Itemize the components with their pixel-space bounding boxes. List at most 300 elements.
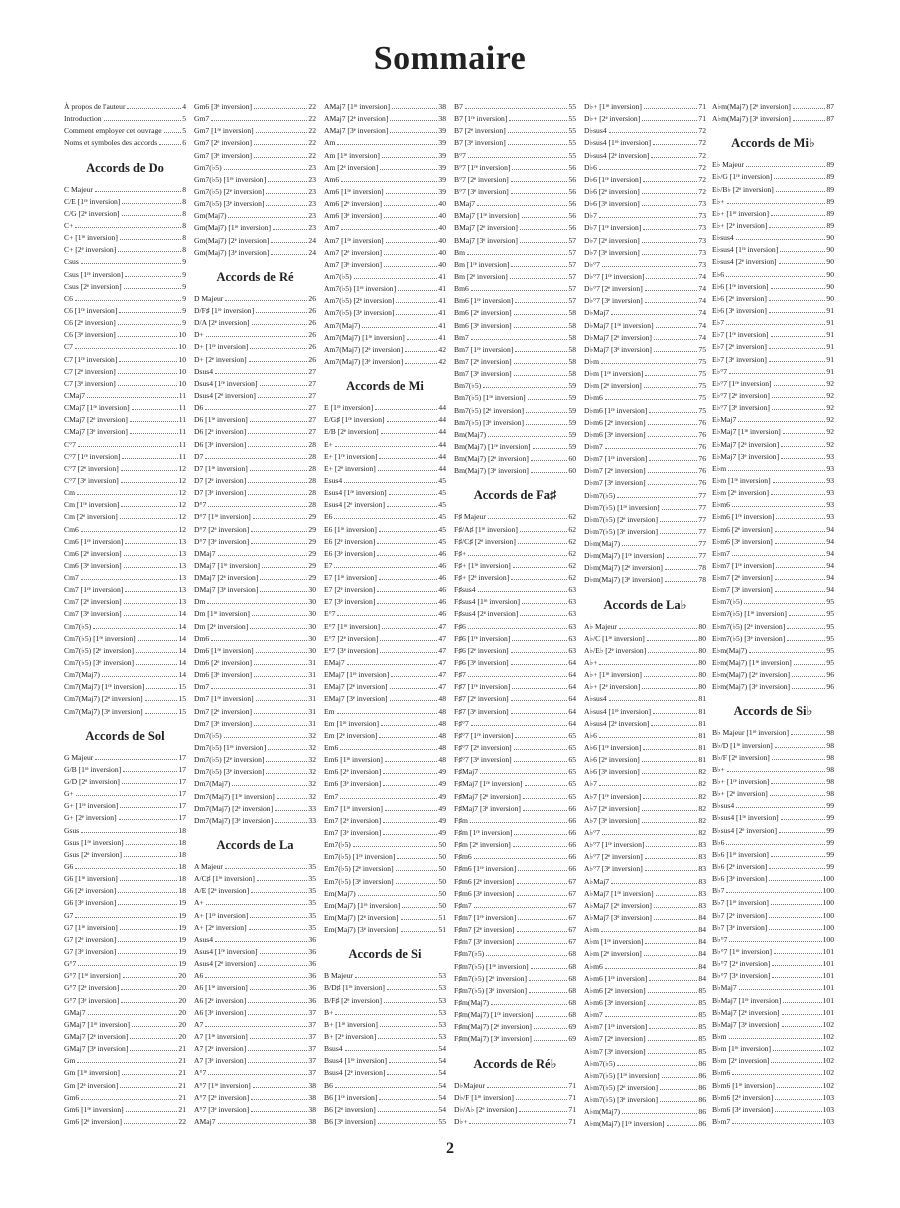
toc-entry[interactable]: [64, 1092, 186, 1104]
toc-entry[interactable]: [64, 439, 186, 451]
toc-entry[interactable]: [712, 208, 834, 220]
toc-entry[interactable]: [712, 1055, 834, 1067]
toc-entry[interactable]: [584, 356, 706, 368]
toc-entry[interactable]: [454, 536, 576, 548]
toc-entry[interactable]: [64, 463, 186, 475]
toc-entry[interactable]: [712, 958, 834, 970]
toc-entry[interactable]: [194, 922, 316, 934]
toc-entry[interactable]: [324, 766, 446, 778]
toc-entry[interactable]: [712, 681, 834, 693]
toc-entry[interactable]: [454, 876, 576, 888]
toc-entry[interactable]: [712, 970, 834, 982]
toc-entry[interactable]: [64, 293, 186, 305]
toc-entry[interactable]: [454, 693, 576, 705]
toc-entry[interactable]: [584, 574, 706, 586]
toc-entry[interactable]: [454, 608, 576, 620]
toc-entry[interactable]: [712, 946, 834, 958]
toc-entry[interactable]: [454, 235, 576, 247]
toc-entry[interactable]: [64, 873, 186, 885]
toc-entry[interactable]: [454, 888, 576, 900]
toc-entry[interactable]: [584, 235, 706, 247]
toc-entry[interactable]: [194, 1080, 316, 1092]
toc-entry[interactable]: [712, 439, 834, 451]
toc-entry[interactable]: [584, 150, 706, 162]
toc-entry[interactable]: [324, 1104, 446, 1116]
toc-entry[interactable]: [584, 332, 706, 344]
toc-entry[interactable]: [712, 269, 834, 281]
toc-entry[interactable]: [584, 162, 706, 174]
toc-entry[interactable]: [712, 171, 834, 183]
toc-entry[interactable]: [324, 295, 446, 307]
toc-entry[interactable]: [712, 727, 834, 739]
toc-entry[interactable]: [454, 392, 576, 404]
toc-entry[interactable]: [584, 997, 706, 1009]
toc-entry[interactable]: [584, 417, 706, 429]
toc-entry[interactable]: [194, 536, 316, 548]
toc-entry[interactable]: [64, 208, 186, 220]
toc-entry[interactable]: [712, 524, 834, 536]
toc-entry[interactable]: [454, 125, 576, 137]
toc-entry[interactable]: [454, 766, 576, 778]
toc-entry[interactable]: [584, 344, 706, 356]
toc-entry[interactable]: [64, 849, 186, 861]
toc-entry[interactable]: [194, 548, 316, 560]
toc-entry[interactable]: [454, 429, 576, 441]
toc-entry[interactable]: [194, 958, 316, 970]
toc-entry[interactable]: [454, 198, 576, 210]
toc-entry[interactable]: [194, 657, 316, 669]
toc-entry[interactable]: [712, 317, 834, 329]
toc-entry[interactable]: [64, 584, 186, 596]
toc-entry[interactable]: [584, 948, 706, 960]
toc-entry[interactable]: [194, 934, 316, 946]
toc-entry[interactable]: [64, 426, 186, 438]
toc-entry[interactable]: [194, 101, 316, 113]
toc-entry[interactable]: [324, 718, 446, 730]
toc-entry[interactable]: [64, 970, 186, 982]
toc-entry[interactable]: [454, 863, 576, 875]
toc-entry[interactable]: [584, 550, 706, 562]
toc-entry[interactable]: [454, 742, 576, 754]
toc-entry[interactable]: [454, 295, 576, 307]
toc-entry[interactable]: [712, 885, 834, 897]
toc-entry[interactable]: [712, 669, 834, 681]
toc-entry[interactable]: [584, 259, 706, 271]
toc-entry[interactable]: [64, 1116, 186, 1128]
toc-entry[interactable]: [584, 113, 706, 125]
toc-entry[interactable]: [324, 1007, 446, 1019]
toc-entry[interactable]: [324, 1067, 446, 1079]
toc-entry[interactable]: [194, 354, 316, 366]
toc-entry[interactable]: [324, 560, 446, 572]
toc-entry[interactable]: [712, 451, 834, 463]
toc-entry[interactable]: [64, 536, 186, 548]
toc-entry[interactable]: [584, 405, 706, 417]
toc-entry[interactable]: [64, 354, 186, 366]
toc-entry[interactable]: [324, 681, 446, 693]
toc-entry[interactable]: [194, 681, 316, 693]
toc-entry[interactable]: [64, 1007, 186, 1019]
toc-entry[interactable]: [324, 596, 446, 608]
toc-entry[interactable]: [584, 645, 706, 657]
toc-entry[interactable]: [64, 232, 186, 244]
toc-entry[interactable]: [454, 162, 576, 174]
toc-entry[interactable]: [324, 970, 446, 982]
toc-entry[interactable]: [64, 645, 186, 657]
toc-entry[interactable]: [194, 426, 316, 438]
toc-entry[interactable]: [584, 1009, 706, 1021]
toc-entry[interactable]: [584, 791, 706, 803]
toc-entry[interactable]: [324, 210, 446, 222]
toc-entry[interactable]: [712, 922, 834, 934]
toc-entry[interactable]: [194, 1055, 316, 1067]
toc-entry[interactable]: [64, 329, 186, 341]
toc-entry[interactable]: [454, 730, 576, 742]
toc-entry[interactable]: [64, 487, 186, 499]
toc-entry[interactable]: [64, 1043, 186, 1055]
toc-entry[interactable]: [454, 584, 576, 596]
toc-entry[interactable]: [712, 159, 834, 171]
toc-entry[interactable]: [584, 186, 706, 198]
toc-entry[interactable]: [712, 788, 834, 800]
toc-entry[interactable]: [584, 936, 706, 948]
toc-entry[interactable]: [584, 137, 706, 149]
toc-entry[interactable]: [584, 538, 706, 550]
toc-entry[interactable]: [712, 849, 834, 861]
toc-entry[interactable]: [194, 247, 316, 259]
toc-entry[interactable]: [324, 271, 446, 283]
toc-entry[interactable]: [324, 912, 446, 924]
toc-entry[interactable]: [324, 706, 446, 718]
toc-entry[interactable]: [194, 873, 316, 885]
toc-entry[interactable]: [584, 888, 706, 900]
toc-entry[interactable]: [194, 1031, 316, 1043]
toc-entry[interactable]: [454, 572, 576, 584]
toc-entry[interactable]: [64, 596, 186, 608]
toc-entry[interactable]: [454, 283, 576, 295]
toc-entry[interactable]: [712, 584, 834, 596]
toc-entry[interactable]: [64, 608, 186, 620]
toc-entry[interactable]: [454, 706, 576, 718]
toc-entry[interactable]: [454, 1009, 576, 1021]
toc-entry[interactable]: [584, 742, 706, 754]
toc-entry[interactable]: [194, 235, 316, 247]
toc-entry[interactable]: [194, 633, 316, 645]
toc-entry[interactable]: [324, 1116, 446, 1128]
toc-entry[interactable]: [584, 718, 706, 730]
toc-entry[interactable]: [194, 463, 316, 475]
toc-entry[interactable]: [584, 174, 706, 186]
toc-entry[interactable]: [324, 320, 446, 332]
toc-entry[interactable]: [324, 332, 446, 344]
toc-entry[interactable]: [584, 851, 706, 863]
toc-entry[interactable]: [64, 812, 186, 824]
toc-entry[interactable]: [712, 463, 834, 475]
toc-entry[interactable]: [712, 982, 834, 994]
toc-entry[interactable]: [454, 633, 576, 645]
toc-entry[interactable]: [584, 295, 706, 307]
toc-entry[interactable]: [584, 210, 706, 222]
toc-entry[interactable]: [64, 657, 186, 669]
toc-entry[interactable]: [584, 1106, 706, 1118]
toc-entry[interactable]: [324, 536, 446, 548]
toc-entry[interactable]: [194, 693, 316, 705]
toc-entry[interactable]: [712, 1043, 834, 1055]
toc-entry[interactable]: [584, 380, 706, 392]
toc-entry[interactable]: [64, 125, 186, 137]
toc-entry[interactable]: [64, 1080, 186, 1092]
toc-entry[interactable]: [712, 897, 834, 909]
toc-entry[interactable]: [584, 754, 706, 766]
toc-entry[interactable]: [712, 101, 834, 113]
toc-entry[interactable]: [194, 210, 316, 222]
toc-entry[interactable]: [194, 861, 316, 873]
toc-entry[interactable]: [712, 256, 834, 268]
toc-entry[interactable]: [454, 1080, 576, 1092]
toc-entry[interactable]: [454, 1033, 576, 1045]
toc-entry[interactable]: [64, 897, 186, 909]
toc-entry[interactable]: [194, 487, 316, 499]
toc-entry[interactable]: [584, 766, 706, 778]
toc-entry[interactable]: [712, 1104, 834, 1116]
toc-entry[interactable]: [324, 995, 446, 1007]
toc-entry[interactable]: [64, 101, 186, 113]
toc-entry[interactable]: [64, 402, 186, 414]
toc-entry[interactable]: [324, 1019, 446, 1031]
toc-entry[interactable]: [454, 259, 576, 271]
toc-entry[interactable]: [64, 861, 186, 873]
toc-entry[interactable]: [454, 356, 576, 368]
toc-entry[interactable]: [64, 1031, 186, 1043]
toc-entry[interactable]: [712, 657, 834, 669]
toc-entry[interactable]: [584, 1118, 706, 1130]
toc-entry[interactable]: [324, 487, 446, 499]
toc-entry[interactable]: [712, 608, 834, 620]
toc-entry[interactable]: [324, 451, 446, 463]
toc-entry[interactable]: [712, 861, 834, 873]
toc-entry[interactable]: [712, 752, 834, 764]
toc-entry[interactable]: [584, 429, 706, 441]
toc-entry[interactable]: [584, 514, 706, 526]
toc-entry[interactable]: [64, 220, 186, 232]
toc-entry[interactable]: [584, 307, 706, 319]
toc-entry[interactable]: [324, 1080, 446, 1092]
toc-entry[interactable]: [712, 776, 834, 788]
toc-entry[interactable]: [712, 621, 834, 633]
toc-entry[interactable]: [454, 113, 576, 125]
toc-entry[interactable]: [194, 317, 316, 329]
toc-entry[interactable]: [194, 511, 316, 523]
toc-entry[interactable]: [194, 754, 316, 766]
toc-entry[interactable]: [712, 764, 834, 776]
toc-entry[interactable]: [194, 730, 316, 742]
toc-entry[interactable]: [64, 305, 186, 317]
toc-entry[interactable]: [454, 961, 576, 973]
toc-entry[interactable]: [454, 936, 576, 948]
toc-entry[interactable]: [454, 222, 576, 234]
toc-entry[interactable]: [194, 162, 316, 174]
toc-entry[interactable]: [64, 572, 186, 584]
toc-entry[interactable]: [64, 390, 186, 402]
toc-entry[interactable]: [324, 693, 446, 705]
toc-entry[interactable]: [712, 487, 834, 499]
toc-entry[interactable]: [194, 718, 316, 730]
toc-entry[interactable]: [454, 791, 576, 803]
toc-entry[interactable]: [584, 693, 706, 705]
toc-entry[interactable]: [64, 621, 186, 633]
toc-entry[interactable]: [712, 1019, 834, 1031]
toc-entry[interactable]: [712, 402, 834, 414]
toc-entry[interactable]: [454, 405, 576, 417]
toc-entry[interactable]: [324, 402, 446, 414]
toc-entry[interactable]: [64, 475, 186, 487]
toc-entry[interactable]: [712, 244, 834, 256]
toc-entry[interactable]: [454, 344, 576, 356]
toc-entry[interactable]: [712, 1067, 834, 1079]
toc-entry[interactable]: [194, 803, 316, 815]
toc-entry[interactable]: [324, 186, 446, 198]
toc-entry[interactable]: [64, 776, 186, 788]
toc-entry[interactable]: [712, 740, 834, 752]
toc-entry[interactable]: [194, 222, 316, 234]
toc-entry[interactable]: [324, 222, 446, 234]
toc-entry[interactable]: [324, 344, 446, 356]
toc-entry[interactable]: [194, 608, 316, 620]
toc-entry[interactable]: [584, 526, 706, 538]
toc-entry[interactable]: [194, 910, 316, 922]
toc-entry[interactable]: [194, 778, 316, 790]
toc-entry[interactable]: [324, 754, 446, 766]
toc-entry[interactable]: [64, 946, 186, 958]
toc-entry[interactable]: [712, 645, 834, 657]
toc-entry[interactable]: [454, 839, 576, 851]
toc-entry[interactable]: [324, 633, 446, 645]
toc-entry[interactable]: [584, 924, 706, 936]
toc-entry[interactable]: [324, 174, 446, 186]
toc-entry[interactable]: [194, 439, 316, 451]
toc-entry[interactable]: [584, 1082, 706, 1094]
toc-entry[interactable]: [64, 633, 186, 645]
toc-entry[interactable]: [194, 815, 316, 827]
toc-entry[interactable]: [324, 511, 446, 523]
toc-entry[interactable]: [712, 812, 834, 824]
toc-entry[interactable]: [712, 837, 834, 849]
toc-entry[interactable]: [324, 426, 446, 438]
toc-entry[interactable]: [194, 524, 316, 536]
toc-entry[interactable]: [64, 137, 186, 149]
toc-entry[interactable]: [584, 973, 706, 985]
toc-entry[interactable]: [584, 490, 706, 502]
toc-entry[interactable]: [194, 341, 316, 353]
toc-entry[interactable]: [64, 560, 186, 572]
toc-entry[interactable]: [194, 596, 316, 608]
toc-entry[interactable]: [64, 837, 186, 849]
toc-entry[interactable]: [324, 621, 446, 633]
toc-entry[interactable]: [584, 453, 706, 465]
toc-entry[interactable]: [324, 851, 446, 863]
toc-entry[interactable]: [194, 645, 316, 657]
toc-entry[interactable]: [584, 101, 706, 113]
toc-entry[interactable]: [584, 1070, 706, 1082]
toc-entry[interactable]: [64, 366, 186, 378]
toc-entry[interactable]: [194, 402, 316, 414]
toc-entry[interactable]: [324, 584, 446, 596]
toc-entry[interactable]: [584, 863, 706, 875]
toc-entry[interactable]: [712, 633, 834, 645]
toc-entry[interactable]: [712, 113, 834, 125]
toc-entry[interactable]: [194, 293, 316, 305]
toc-entry[interactable]: [194, 113, 316, 125]
toc-entry[interactable]: [324, 863, 446, 875]
toc-entry[interactable]: [454, 1021, 576, 1033]
toc-entry[interactable]: [324, 876, 446, 888]
toc-entry[interactable]: [712, 499, 834, 511]
toc-entry[interactable]: [584, 681, 706, 693]
toc-entry[interactable]: [194, 198, 316, 210]
toc-entry[interactable]: [324, 1043, 446, 1055]
toc-entry[interactable]: [324, 548, 446, 560]
toc-entry[interactable]: [712, 800, 834, 812]
toc-entry[interactable]: [324, 815, 446, 827]
toc-entry[interactable]: [194, 982, 316, 994]
toc-entry[interactable]: [712, 390, 834, 402]
toc-entry[interactable]: [454, 778, 576, 790]
toc-entry[interactable]: [454, 368, 576, 380]
toc-entry[interactable]: [712, 184, 834, 196]
toc-entry[interactable]: [324, 283, 446, 295]
toc-entry[interactable]: [454, 900, 576, 912]
toc-entry[interactable]: [64, 548, 186, 560]
toc-entry[interactable]: [454, 174, 576, 186]
toc-entry[interactable]: [584, 730, 706, 742]
toc-entry[interactable]: [454, 754, 576, 766]
toc-entry[interactable]: [584, 657, 706, 669]
toc-entry[interactable]: [64, 281, 186, 293]
toc-entry[interactable]: [584, 778, 706, 790]
toc-entry[interactable]: [324, 162, 446, 174]
toc-entry[interactable]: [64, 788, 186, 800]
toc-entry[interactable]: [454, 453, 576, 465]
toc-entry[interactable]: [712, 825, 834, 837]
toc-entry[interactable]: [194, 1092, 316, 1104]
toc-entry[interactable]: [324, 247, 446, 259]
toc-entry[interactable]: [64, 196, 186, 208]
toc-entry[interactable]: [194, 1043, 316, 1055]
toc-entry[interactable]: [712, 596, 834, 608]
toc-entry[interactable]: [64, 681, 186, 693]
toc-entry[interactable]: [454, 985, 576, 997]
toc-entry[interactable]: [324, 1055, 446, 1067]
toc-entry[interactable]: [454, 645, 576, 657]
toc-entry[interactable]: [324, 645, 446, 657]
toc-entry[interactable]: [584, 1033, 706, 1045]
toc-entry[interactable]: [324, 259, 446, 271]
toc-entry[interactable]: [194, 499, 316, 511]
toc-entry[interactable]: [324, 356, 446, 368]
toc-entry[interactable]: [454, 1116, 576, 1128]
toc-entry[interactable]: [194, 1007, 316, 1019]
toc-entry[interactable]: [454, 997, 576, 1009]
toc-entry[interactable]: [454, 815, 576, 827]
toc-entry[interactable]: [454, 669, 576, 681]
toc-entry[interactable]: [712, 281, 834, 293]
toc-entry[interactable]: [324, 137, 446, 149]
toc-entry[interactable]: [584, 985, 706, 997]
toc-entry[interactable]: [64, 982, 186, 994]
toc-entry[interactable]: [712, 995, 834, 1007]
toc-entry[interactable]: [712, 475, 834, 487]
toc-entry[interactable]: [324, 778, 446, 790]
